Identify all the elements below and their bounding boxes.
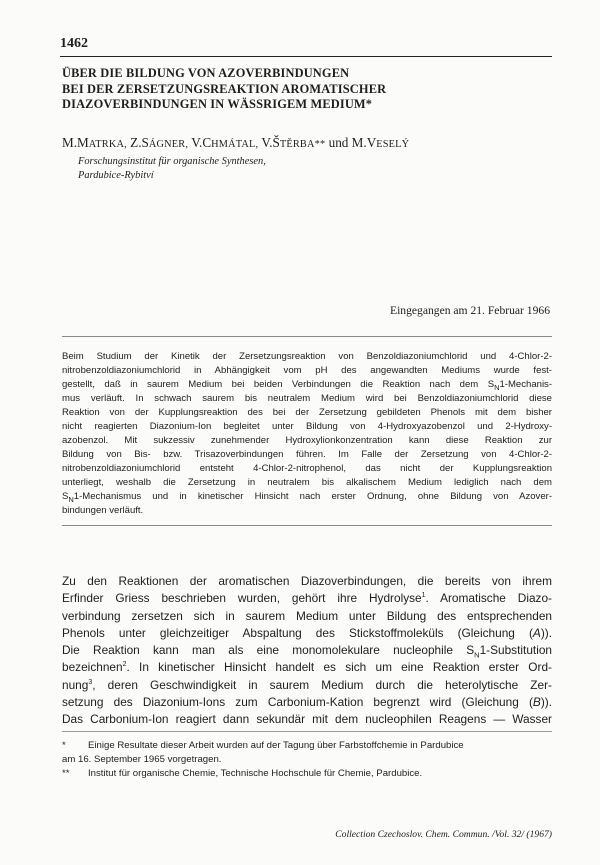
article-title bbox=[62, 66, 532, 113]
abstract-line: bindungen verläuft. bbox=[62, 505, 144, 516]
abstract-line: nicht reagierten Diazonium-Ion begleitet unter Bildung von 4-Hydroxyazobenzol und 2-Hydroxy- bbox=[62, 421, 552, 432]
footnote-1: * Einige Resultate dieser Arbeit wurden auf der Tagung über Farbstoffchemie in Pardubice bbox=[62, 740, 464, 751]
footnote-2: ** Institut für organische Chemie, Technische Hochschule für Chemie, Pardubice. bbox=[62, 768, 423, 779]
received-date: Eingegangen am 21. Februar 1966 bbox=[389, 304, 550, 317]
affiliation bbox=[78, 155, 266, 183]
body-line: Phenols unter gleichzeitiger Abspaltung des Stickstoffmoleküls (Gleichung (A)). bbox=[62, 625, 552, 640]
header-rule bbox=[60, 56, 552, 57]
abstract-line: unterliegt, weshalb die Zersetzung in neutralem bis alkalischem Medium lediglich nach dem bbox=[62, 477, 552, 488]
page-number: 1462 bbox=[60, 36, 88, 51]
abstract bbox=[62, 350, 552, 518]
abstract-line: Beim Studium der Kinetik der Zersetzungsreaktion von Benzoldiazoniumchlorid und 4-Chlor-2- bbox=[62, 351, 552, 362]
title-line-3: DIAZOVERBINDUNGEN IN WÄSSRIGEM MEDIUM* bbox=[62, 97, 373, 111]
body-line: Das Carbonium-Ion reagiert dann sekundär mit dem nucleophilen Reagens — Wasser bbox=[62, 712, 552, 727]
author-2: Z.SÁGNER, bbox=[130, 135, 189, 150]
body-line: nung$^3$, deren Geschwindigkeit in saurem Medium durch die heterolytische Zer- bbox=[62, 677, 552, 692]
author-conjunction: und bbox=[325, 135, 352, 150]
author-list bbox=[62, 135, 409, 151]
abstract-line: $S_N1$-Mechanismus und in kinetischer Hinsicht nach erster Ordnung, ohne Bildung von Azover- bbox=[62, 491, 552, 504]
affiliation-line-2: Pardubice-Rybitví bbox=[78, 170, 154, 181]
affiliation-line-1: Forschungsinstitut für organische Synthesen, bbox=[78, 156, 266, 167]
body-line: Erfinder Griess beschrieben wurden, gehört ihre Hydrolyse$^1$. Aromatische Diazo- bbox=[62, 591, 552, 606]
footnote-rule bbox=[62, 731, 552, 732]
body-line: bezeichnen$^2$. In kinetischer Hinsicht handelt es sich um eine Reaktion erster Ord- bbox=[62, 660, 552, 675]
author-1: M.MATRKA, bbox=[62, 135, 127, 150]
abstract-line: gestellt, daß in saurem Medium bei beiden Verbindungen die Reaktion nach dem $S_N1-Mechanis-$ bbox=[62, 379, 553, 392]
abstract-line: nitrobenzoldiazoniumchlorid entsteht 4-Chlor-2-nitrophenol, das nicht der Kupplungsreaktion bbox=[62, 463, 552, 474]
abstract-line: mus verläuft. In schwach saurem bis neutralem Medium wird bei Benzoldiazoniumchlorid diese bbox=[62, 393, 552, 404]
reference-2: 2 bbox=[122, 661, 127, 669]
author-4: V.ŠTĚRBA** bbox=[261, 135, 326, 150]
abstract-line: Reaktion von der Kupplungsreaktion des bei der Zersetzung gebildeten Phenols mit dem bisher bbox=[62, 407, 552, 418]
author-5: M.VESELÝ bbox=[351, 135, 410, 150]
body-line: Zu den Reaktionen der aromatischen Diazoverbindungen, die bereits von ihrem bbox=[62, 574, 552, 588]
body-line: setzung des Diazonium-Ions zum Carbonium-Kation begrenzt wird (Gleichung (B)). bbox=[62, 695, 552, 710]
author-3: V.CHMÁTAL, bbox=[191, 135, 259, 150]
title-line-2: BEI DER ZERSETZUNGSREAKTION AROMATISCHER bbox=[62, 81, 387, 96]
title-line-1: ÜBER DIE BILDUNG VON AZOVERBINDUNGEN bbox=[62, 66, 350, 80]
footnotes bbox=[62, 739, 552, 781]
body-line: Die Reaktion kann man als eine monomolekulare nucleophile $S_N1$-Substitution bbox=[62, 643, 552, 660]
reference-3: 3 bbox=[88, 678, 93, 686]
journal-citation: Collection Czechoslov. Chem. Commun. /Vol. 32/ (1967) bbox=[335, 829, 552, 840]
equation-ref-b: B bbox=[532, 695, 541, 710]
reference-1: 1 bbox=[421, 592, 426, 600]
abstract-line: azobenzol. Mit sukzessiv zunehmender Hydroxylionkonzentration kann diese Reaktion zur bbox=[62, 435, 552, 446]
equation-ref-a: A bbox=[532, 625, 541, 640]
footnote-1-continued: am 16. September 1965 vorgetragen. bbox=[62, 754, 222, 765]
body-line: verbindung zersetzen sich in saurem Medium unter Bildung des entsprechenden bbox=[62, 608, 552, 623]
body-text bbox=[62, 573, 552, 729]
abstract-line: nitrobenzoldiazoniumchlorid in Abhängigkeit vom pH des angewandten Mediums wurde fest- bbox=[62, 365, 552, 376]
abstract-line: Bildung von Bis- bzw. Trisazoverbindungen führen. Im Falle der Zersetzung von 4-Chlor-2- bbox=[62, 449, 552, 460]
